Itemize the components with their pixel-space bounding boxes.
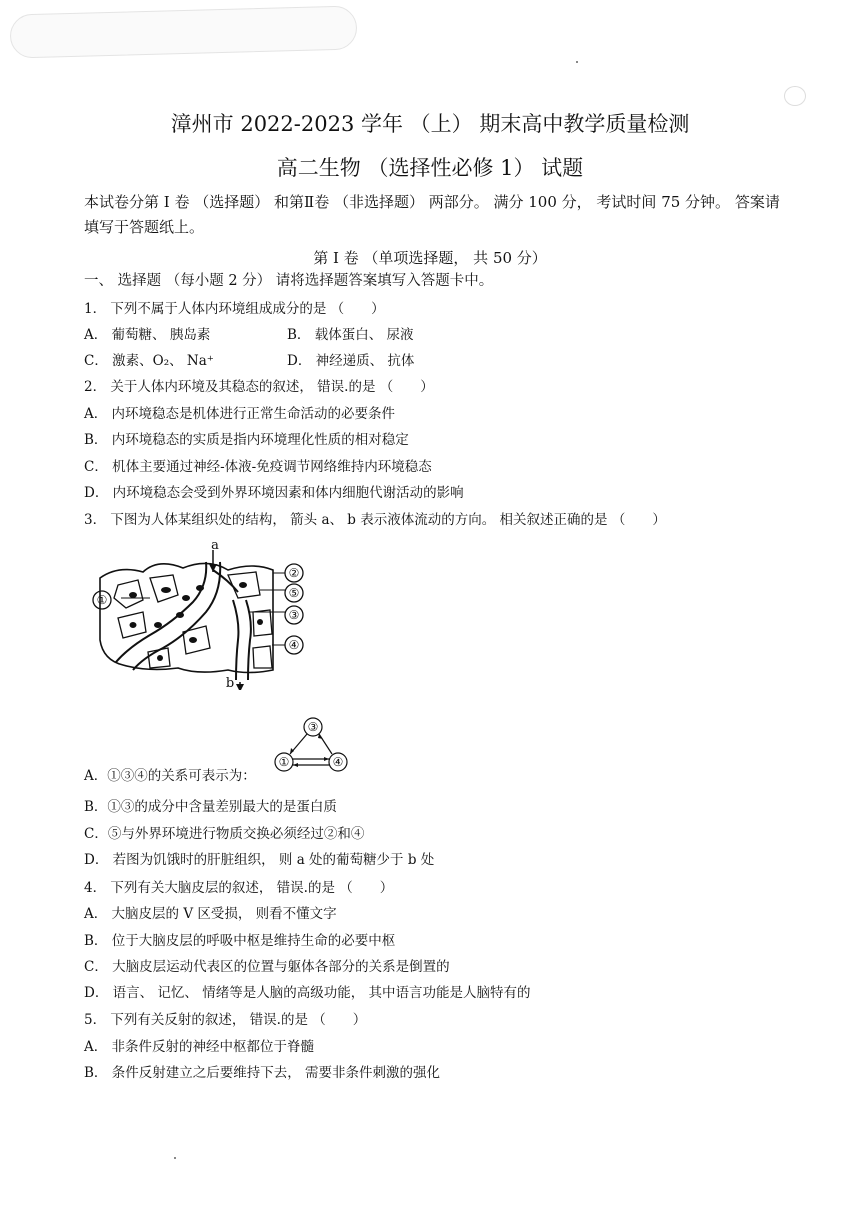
tissue-structure-diagram (88, 540, 313, 690)
exam-title: 漳州市 2022-2023 学年 （上） 期末高中教学质量检测 (170, 112, 690, 136)
q3-option-b: B．①③的成分中含量差别最大的是蛋白质 (84, 799, 337, 815)
q4-option-c: C． 大脑皮层运动代表区的位置与躯体各部分的关系是倒置的 (84, 959, 450, 975)
scan-smudge (9, 5, 357, 58)
q4-option-b: B． 位于大脑皮层的呼吸中枢是维持生命的必要中枢 (84, 933, 396, 949)
q2-option-d: D． 内环境稳态会受到外界环境因素和体内细胞代谢活动的影响 (84, 485, 464, 501)
q3-option-d: D． 若图为饥饿时的肝脏组织， 则 a 处的葡萄糖少于 b 处 (84, 852, 435, 868)
triangle-label-3: ③ (307, 720, 319, 734)
diagram-label-4: ④ (288, 638, 300, 652)
scan-dot (174, 1157, 176, 1159)
scan-mark (784, 86, 806, 106)
triangle-label-4: ④ (332, 755, 344, 769)
q5-stem: 5． 下列有关反射的叙述， 错误.的是 （ ） (84, 1012, 367, 1028)
q4-stem: 4． 下列有关大脑皮层的叙述， 错误.的是 （ ） (84, 880, 394, 896)
diagram-label-5: ⑤ (288, 586, 300, 600)
q5-option-b: B． 条件反射建立之后要维持下去， 需要非条件刺激的强化 (84, 1065, 441, 1081)
section-heading: 第 I 卷 （单项选择题， 共 50 分） (313, 249, 547, 267)
q4-option-d: D． 语言、 记忆、 情绪等是人脑的高级功能， 其中语言功能是人脑特有的 (84, 985, 531, 1001)
q1-stem: 1． 下列不属于人体内环境组成成分的是 （ ） (84, 301, 385, 317)
relationship-triangle-diagram (272, 716, 354, 778)
arrow-label-b: b (225, 676, 235, 690)
arrow-label-a: a (211, 540, 219, 553)
q2-stem: 2． 关于人体内环境及其稳态的叙述， 错误.的是 （ ） (84, 379, 434, 395)
q1-option-d: D． 神经递质、 抗体 (287, 353, 415, 369)
exam-intro: 本试卷分第 I 卷 （选择题） 和第Ⅱ卷 （非选择题） 两部分。 满分 100 分， 考试时间 75 分钟。 答案请填写于答题纸上。 (84, 193, 780, 236)
q1-option-a: A． 葡萄糖、 胰岛素 (84, 327, 211, 343)
diagram-label-1: ① (96, 593, 108, 607)
q5-option-a: A． 非条件反射的神经中枢都位于脊髓 (84, 1039, 315, 1055)
q3-option-c: C．⑤与外界环境进行物质交换必须经过②和④ (84, 826, 365, 842)
section-instruction: 一、 选择题 （每小题 2 分） 请将选择题答案填写入答题卡中。 (84, 273, 494, 289)
scan-dot (576, 61, 578, 63)
q1-option-c: C． 激素、O₂、 Na⁺ (84, 353, 214, 369)
q3-stem: 3． 下图为人体某组织处的结构， 箭头 a、 b 表示液体流动的方向。 相关叙述正确的是 （ ） (84, 512, 666, 528)
q2-option-a: A． 内环境稳态是机体进行正常生命活动的必要条件 (84, 406, 396, 422)
diagram-label-3: ③ (288, 608, 300, 622)
q2-option-b: B． 内环境稳态的实质是指内环境理化性质的相对稳定 (84, 432, 409, 448)
q2-option-c: C． 机体主要通过神经-体液-免疫调节网络维持内环境稳态 (84, 459, 432, 475)
diagram-label-2: ② (288, 566, 300, 580)
triangle-label-1: ① (278, 755, 290, 769)
exam-subtitle: 高二生物 （选择性必修 1） 试题 (276, 156, 584, 180)
q1-option-b: B． 载体蛋白、 尿液 (287, 327, 414, 343)
q3-option-a: A．①③④的关系可表示为： (84, 768, 256, 784)
q4-option-a: A． 大脑皮层的 V 区受损， 则看不懂文字 (84, 906, 337, 922)
